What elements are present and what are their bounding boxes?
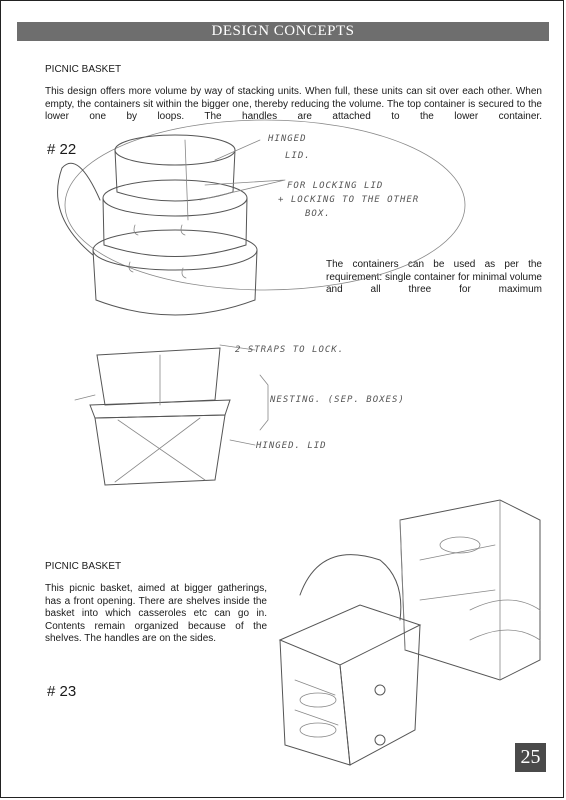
note-nesting: NESTING. (SEP. BOXES) — [270, 395, 405, 405]
concept2-number: # 23 — [47, 683, 77, 700]
note-lid: LID. — [285, 151, 311, 161]
note-straps: 2 STRAPS TO LOCK. — [235, 345, 345, 355]
note-locking-lid: FOR LOCKING LID — [287, 181, 384, 191]
concept1-title: PICNIC BASKET — [45, 64, 122, 75]
page-header: DESIGN CONCEPTS — [17, 22, 549, 41]
nesting-boxes-sketch — [75, 345, 268, 485]
concept1-description: This design offers more volume by way of stacking units. When full, these units can sit over each other. When empty, the containers sit within the bigger one, thereby reducing the volume. The top container is secured to the lower one by loops. The handles are attached to the lower container. — [45, 86, 542, 122]
page-number: 25 — [515, 743, 546, 772]
note-locking-box: + LOCKING TO THE OTHER — [278, 195, 420, 205]
front-opening-basket-sketch — [280, 500, 540, 765]
stacked-containers-sketch — [58, 120, 465, 315]
concept1-side-note: The containers can be used as per the requirement: single container for minimal volume and all three for maximum — [326, 259, 542, 295]
concept2-title: PICNIC BASKET — [45, 561, 122, 572]
concept2-description: This picnic basket, aimed at bigger gatherings, has a front opening. There are shelves inside the basket into which casseroles etc can go in. Contents remain organized because of the shelves. The handles are on the sides. — [45, 583, 267, 644]
note-hinged-lid: HINGED. LID — [256, 441, 327, 451]
concept1-number: # 22 — [47, 141, 77, 158]
note-box: BOX. — [305, 209, 331, 219]
note-hinged: HINGED — [268, 134, 307, 144]
